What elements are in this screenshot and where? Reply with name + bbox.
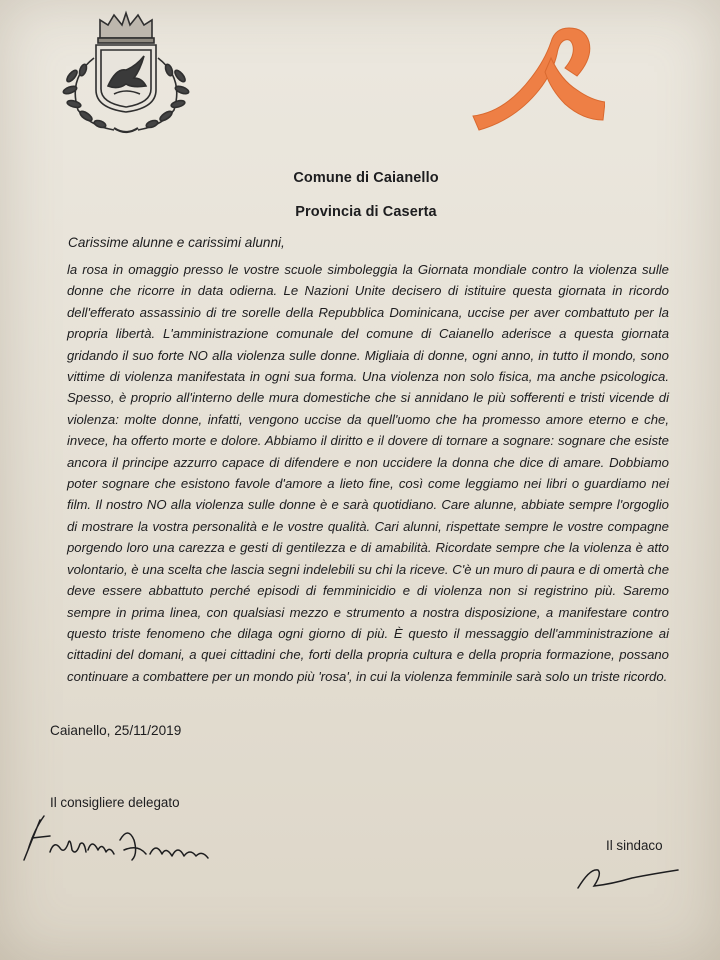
- municipal-coat-of-arms-icon: [56, 8, 196, 138]
- sindaco-signature: [572, 860, 682, 896]
- provincia-heading: Provincia di Caserta: [295, 204, 437, 220]
- awareness-ribbon-icon: [465, 20, 605, 135]
- comune-heading: Comune di Caianello: [293, 170, 439, 186]
- consigliere-label: Il consigliere delegato: [50, 795, 180, 810]
- letter-date: Caianello, 25/11/2019: [50, 723, 182, 738]
- letter-salutation: Carissime alunne e carissimi alunni,: [68, 235, 285, 250]
- letter-body: [67, 259, 669, 687]
- letter-body-paragraph: la rosa in omaggio presso le vostre scuole simboleggia la Giornata mondiale contro la violenza sulle donne che ricorre in data odierna. Le Nazioni Unite decisero di istituire questa giornata in ricordo dell'efferato assassinio di tre sorelle della Repubblica Dominicana, uccise per aver combattuto per la propria libertà. L'amministrazione comunale del comune di Caianello aderisce a questa giornata gridando il suo forte NO alla violenza sulle donne. Migliaia di donne, ogni anno, in tutto il mondo, sono vittime di violenza manifestata in ogni sua forma. Una violenza non solo fisica, ma anche psicologica. Spesso, è proprio all'interno delle mura domestiche che si annidano le più sofferenti e tristi vicende di violenza: molte donne, infatti, vengono uccise da quell'uomo che ha promesso amore eterno e che, invece, ha offerto morte e dolore. Abbiamo il diritto e il dovere di tornare a sognare: sognare che esiste ancora il principe azzurro capace di difendere e non uccidere la donna che dice di amare. Dobbiamo poter sognare che esistono favole d'amore a lieto fine, così come leggiamo nei libri o guardiamo nei film. Il nostro NO alla violenza sulle donne è e sarà quotidiano. Care alunne, abbiate sempre l'orgoglio di mostrare la vostra personalità e le vostre qualità. Cari alunni, rispettate sempre le vostre compagne porgendo loro una carezza e gesti di gentilezza e di amabilità. Ricordate sempre che la violenza è atto volontario, è una scelta che lascia segni indelebili su chi la riceve. C'è un muro di paura e di omertà che deve essere abbattuto perché episodi di femminicidio e di violenza non si registrino più. Saremo sempre in prima linea, con qualsiasi mezzo e strumento a nostra disposizione, a manifestare contro questo triste fenomeno che dilaga ogni giorno di più. È questo il messaggio dell'amministrazione ai cittadini del domani, a quei cittadini che, forti della propria cultura e della propria formazione, possano continuare a combattere per un mondo più 'rosa', in cui la violenza femminile sarà solo un triste ricordo.: [67, 262, 669, 684]
- consigliere-signature: [20, 810, 220, 870]
- sindaco-label: Il sindaco: [606, 838, 663, 853]
